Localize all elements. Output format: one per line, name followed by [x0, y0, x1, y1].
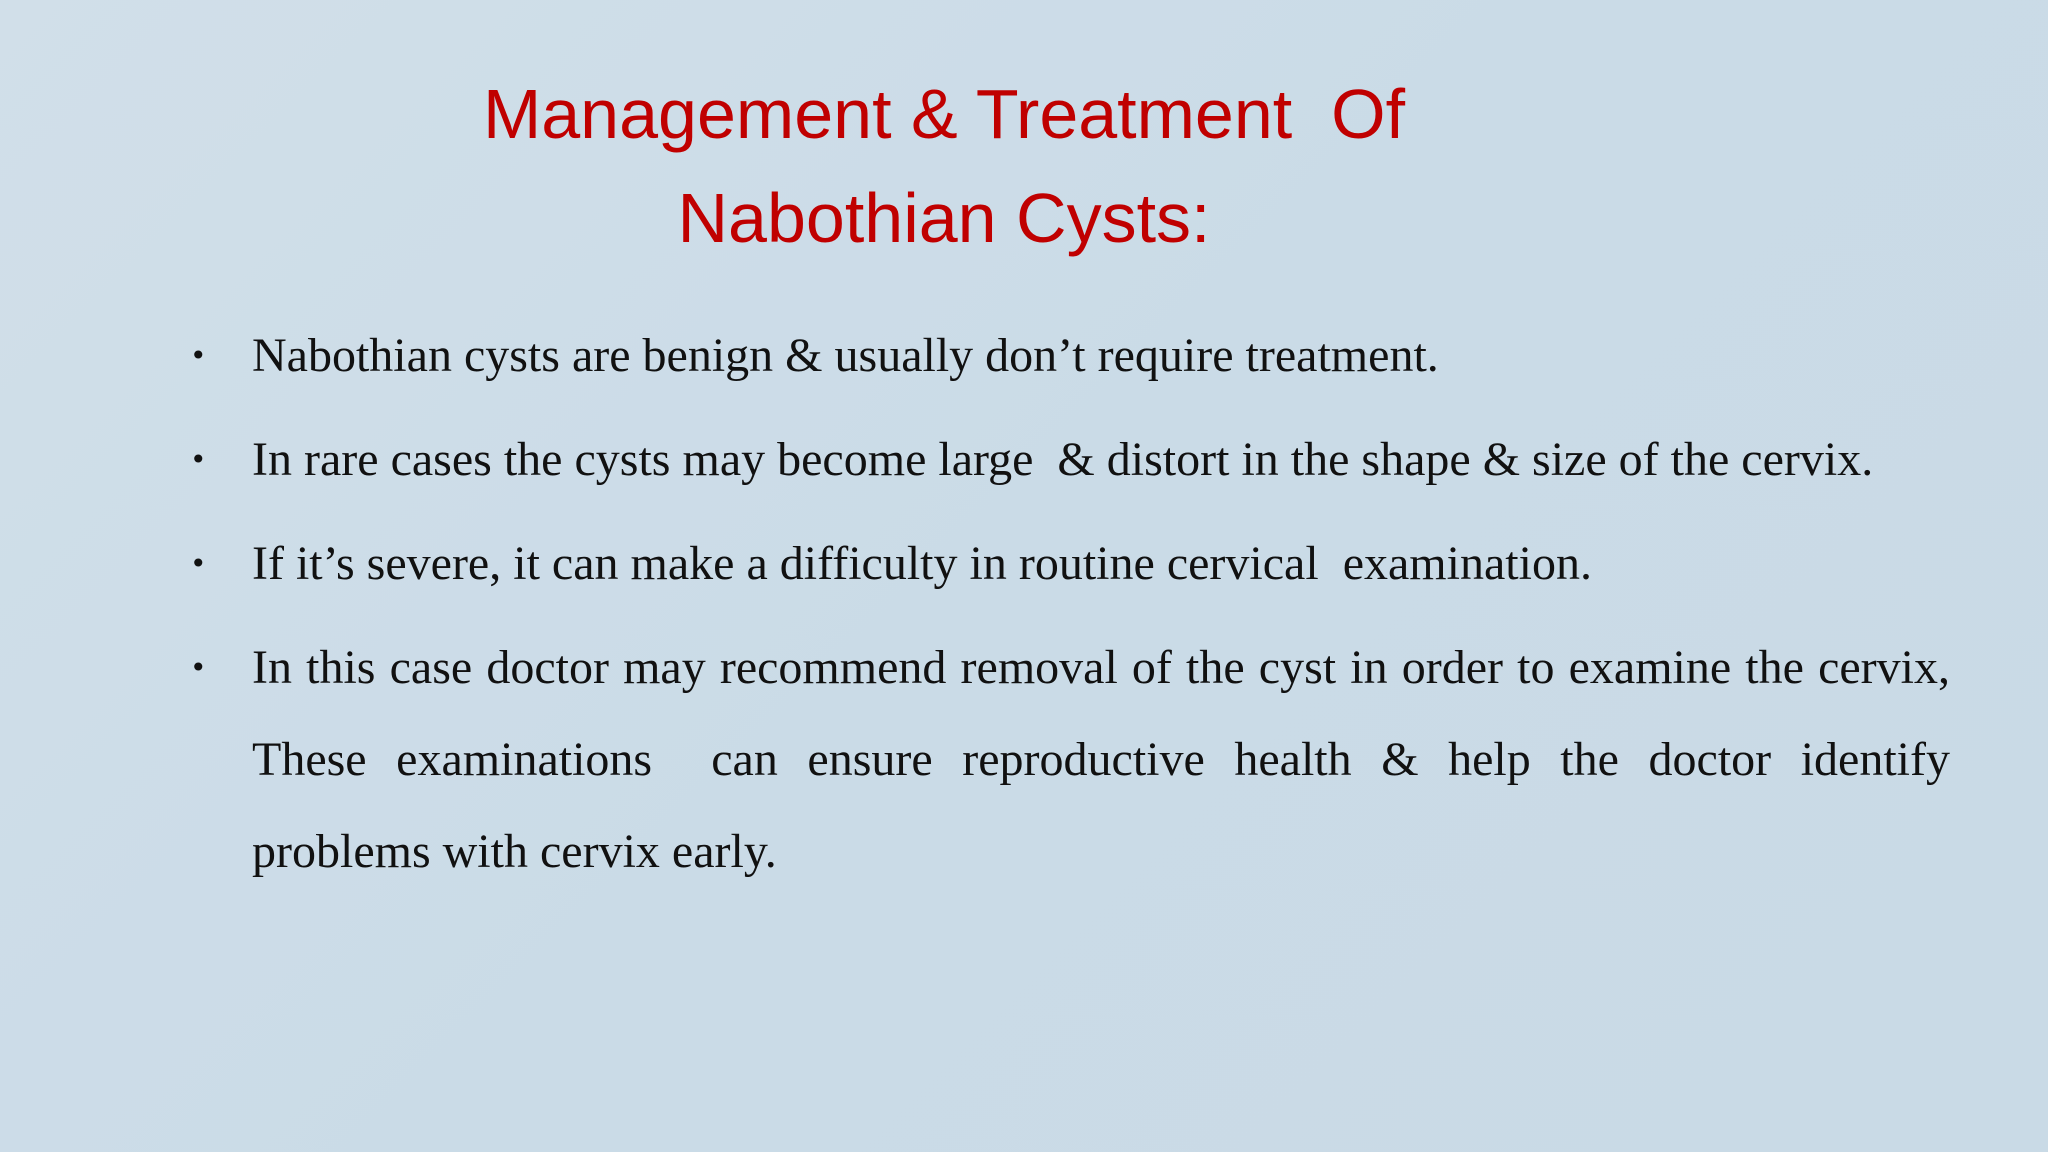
bullet-item-2: [190, 414, 1950, 506]
slide-title-line-2: Nabothian Cysts:: [677, 179, 1211, 257]
bullet-text-4: In this case doctor may recommend removal of the cyst in order to examine the cervix, These examinations can ensure reproductive health & help the doctor identify problems with cervix early.: [252, 641, 1974, 878]
bullet-dot-icon: •: [190, 547, 207, 580]
bullet-text-2: In rare cases the cysts may become large & distort in the shape & size of the cervix.: [252, 433, 1874, 486]
bullet-dot-icon: •: [190, 651, 207, 684]
bullet-text-3: If it’s severe, it can make a difficulty in routine cervical examination.: [252, 537, 1592, 590]
bullet-item-4: [190, 622, 1974, 898]
bullet-text-1: Nabothian cysts are benign & usually don’t require treatment.: [252, 329, 1439, 382]
bullet-dot-icon: •: [190, 339, 207, 372]
bullet-list: [190, 310, 1974, 910]
slide-title: [300, 62, 1588, 270]
bullet-item-1: [190, 310, 1950, 402]
slide-title-line-1: Management & Treatment Of: [482, 75, 1406, 153]
bullet-dot-icon: •: [190, 443, 207, 476]
bullet-item-3: [190, 518, 1950, 610]
